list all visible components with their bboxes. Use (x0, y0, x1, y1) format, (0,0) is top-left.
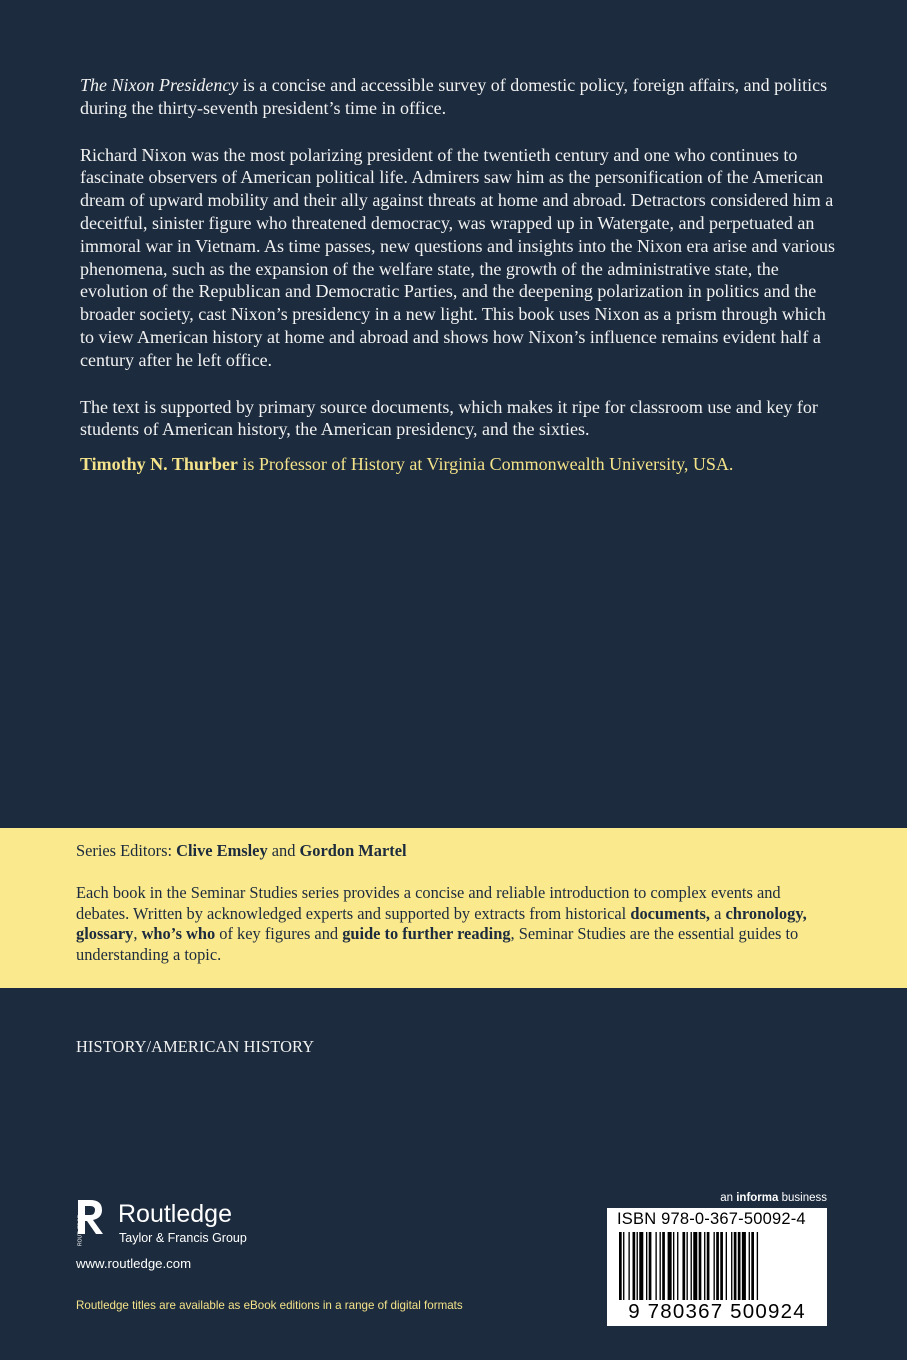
ebook-note: Routledge titles are available as eBook editions in a range of digital formats (76, 1299, 463, 1312)
series-desc-bold: documents, (630, 903, 711, 923)
barcode-bar (637, 1232, 638, 1300)
barcode-bar (749, 1232, 750, 1300)
barcode-bar (623, 1232, 624, 1300)
barcode-bar (660, 1232, 661, 1300)
barcode-bar (655, 1232, 656, 1300)
editor-name: Gordon Martel (299, 841, 407, 860)
author-bio (80, 453, 840, 476)
book-title-italic: The Nixon Presidency (80, 75, 239, 95)
series-editors (76, 841, 407, 862)
editor-name: Clive Emsley (176, 841, 268, 860)
series-desc-text: Each book in the Seminar Studies series provides a concise and reliable introduction to complex events and debates. Written by acknowledged experts and supported by extracts from historical (76, 883, 781, 923)
barcode-bar (699, 1232, 702, 1300)
barcode-bar (731, 1232, 732, 1300)
series-desc-text: , (133, 924, 142, 944)
author-bio-text: is Professor of History at Virginia Commonwealth University, USA. (237, 454, 734, 475)
barcode-bar (693, 1232, 697, 1300)
barcode-bar (751, 1232, 754, 1300)
barcode-bar (639, 1232, 643, 1300)
informa-business-tag (720, 1192, 827, 1204)
back-cover-blurb (80, 74, 840, 476)
barcode-bars (619, 1232, 815, 1302)
barcode-bar (687, 1232, 688, 1300)
barcode-bar (742, 1232, 746, 1300)
series-description (76, 883, 836, 965)
publisher-group: Taylor & Francis Group (119, 1231, 247, 1245)
informa-bold: informa (736, 1192, 779, 1204)
barcode-bar (716, 1232, 719, 1300)
main-paragraph: Richard Nixon was the most polarizing president of the twentieth century and one who continues to fascinate observers of American political life. Admirers saw him as the personification of the American dream of upward mobility and their ally against threats at home and abroad. Detractors considered him a deceitful, sinister figure who threatened democracy, was wrapped up in Watergate, and perpetuated an immoral war in Vietnam. As time passes, new questions and insights into the Nixon era arise and various phenomena, such as the expansion of the welfare state, the growth of the administrative state, the evolution of the Republican and Democratic Parties, and the deepening polarization in politics and the broader society, cast Nixon’s presidency in a new light. This book uses Nixon as a prism through which to view American history at home and abroad and shows how Nixon’s influence remains evident half a century after he left office. (80, 144, 835, 370)
barcode-bar (691, 1232, 692, 1300)
barcode-bar (646, 1232, 647, 1300)
series-editors-label: Series Editors: (76, 841, 177, 860)
informa-suffix: business (778, 1192, 827, 1204)
informa-prefix: an (720, 1192, 737, 1204)
barcode-bar (633, 1232, 636, 1300)
barcode-bar (714, 1232, 715, 1300)
series-info-band (0, 828, 907, 988)
series-desc-text: of key figures and (215, 924, 343, 944)
barcode-bar (677, 1232, 678, 1300)
isbn-number: ISBN 978-0-367-50092-4 (617, 1210, 806, 1228)
publisher-name: Routledge (118, 1200, 232, 1228)
isbn-barcode (607, 1208, 827, 1326)
intro-text: is a concise and accessible survey of domestic policy, foreign affairs, and politics during the thirty-seventh president’s time in office. (80, 75, 828, 118)
barcode-digits: 9 780367 500924 (628, 1300, 806, 1323)
barcode-bar (649, 1232, 652, 1300)
barcode-bar (720, 1232, 723, 1300)
series-desc-bold: who’s who (141, 924, 216, 944)
barcode-bar (757, 1232, 758, 1300)
barcode-bar (734, 1232, 737, 1300)
intro-paragraph (80, 74, 840, 120)
support-paragraph: The text is supported by primary source documents, which makes it ripe for classroom use and key for students of American history, the American presidency, and the sixties. (80, 396, 818, 440)
barcode-bar (704, 1232, 705, 1300)
series-desc-text: , Seminar Studies are the essential guides to understanding a topic. (76, 924, 799, 964)
barcode-bar (619, 1232, 622, 1300)
barcode-bar (668, 1232, 672, 1300)
author-name: Timothy N. Thurber (80, 454, 238, 475)
series-desc-bold: guide to further reading (342, 924, 511, 944)
barcode-bar (662, 1232, 665, 1300)
series-desc-bold: chronology, glossary (76, 903, 807, 944)
and-text: and (267, 841, 300, 860)
logo-vertical-text: ROUTLEDGE (77, 1214, 84, 1246)
series-desc-text: a (710, 903, 726, 923)
barcode-bar (726, 1232, 727, 1300)
publisher-website: www.routledge.com (76, 1256, 192, 1271)
barcode-bar (707, 1232, 710, 1300)
barcode-bar (673, 1232, 674, 1300)
barcode-bar (682, 1232, 685, 1300)
routledge-logo-icon (76, 1198, 106, 1248)
subject-category: HISTORY/AMERICAN HISTORY (76, 1037, 315, 1056)
barcode-bar (628, 1232, 629, 1300)
barcode-bar (738, 1232, 741, 1300)
